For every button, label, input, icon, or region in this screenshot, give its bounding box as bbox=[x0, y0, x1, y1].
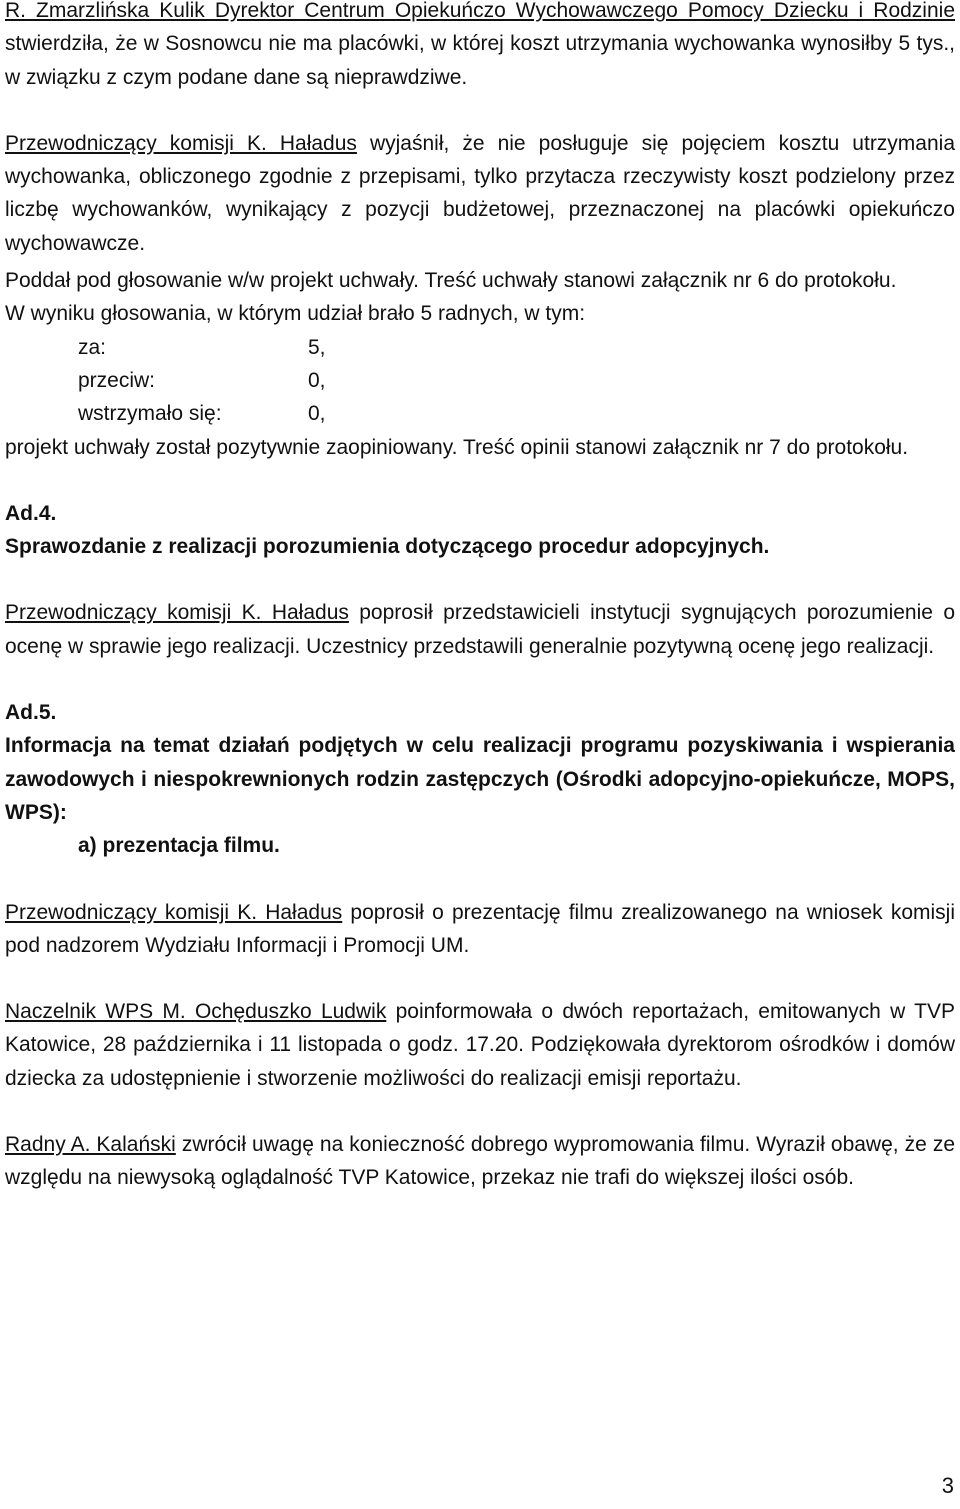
paragraph bbox=[5, 127, 955, 260]
spacer bbox=[5, 962, 955, 995]
speaker-name: R. Zmarzlińska Kulik Dyrektor Centrum Opiekuńczo Wychowawczego Pomocy Dziecku i Rodzinie bbox=[5, 0, 955, 22]
spacer bbox=[5, 663, 955, 696]
paragraph-text: stwierdziła, że w Sosnowcu nie ma placówki, w której koszt utrzymania wychowanka wynosiłby 5 tys., w związku z czym podane dane są nieprawdziwe. bbox=[5, 32, 955, 89]
paragraph bbox=[5, 896, 955, 963]
vote-value: 5, bbox=[308, 335, 326, 359]
paragraph bbox=[5, 0, 955, 94]
vote-row bbox=[78, 364, 955, 397]
paragraph bbox=[5, 431, 955, 464]
paragraph bbox=[5, 995, 955, 1095]
speaker-name: Naczelnik WPS M. Ochęduszko Ludwik bbox=[5, 1000, 387, 1024]
spacer bbox=[5, 94, 955, 127]
speaker-name: Przewodniczący komisji K. Haładus bbox=[5, 900, 343, 924]
paragraph-text: poprosił o prezentację filmu zrealizowanego na wniosek komisji pod nadzorem Wydziału Informacji i Promocji UM. bbox=[5, 900, 955, 957]
spacer bbox=[5, 563, 955, 596]
section-heading: Ad.5. bbox=[5, 701, 57, 725]
vote-value: 0, bbox=[308, 368, 326, 392]
vote-results bbox=[78, 331, 955, 431]
document-page bbox=[5, 0, 955, 1195]
paragraph-text: Poddał pod głosowanie w/w projekt uchwały. Treść uchwały stanowi załącznik nr 6 do protokołu. bbox=[5, 269, 897, 293]
section-heading: Informacja na temat działań podjętych w celu realizacji programu pozyskiwania i wspierania zawodowych i niespokrewnionych rodzin zastępczych (Ośrodki adopcyjno-opiekuńcze, MOPS, WPS): bbox=[5, 734, 955, 824]
speaker-name: Przewodniczący komisji K. Haładus bbox=[5, 131, 357, 155]
section-heading: Sprawozdanie z realizacji porozumienia dotyczącego procedur adopcyjnych. bbox=[5, 535, 770, 559]
page-number: 3 bbox=[941, 1473, 954, 1498]
paragraph-text: poprosił przedstawicieli instytucji sygnujących porozumienie o ocenę w sprawie jego realizacji. Uczestnicy przedstawili generalnie pozytywną ocenę jego realizacji. bbox=[5, 601, 956, 658]
vote-label: za: bbox=[78, 335, 107, 359]
paragraph bbox=[5, 264, 955, 297]
paragraph-text: W wyniku głosowania, w którym udział brało 5 radnych, w tym: bbox=[5, 302, 586, 326]
vote-value: 0, bbox=[308, 402, 326, 426]
vote-row bbox=[78, 331, 955, 364]
section-heading: a) prezentacja filmu. bbox=[78, 834, 280, 858]
spacer bbox=[5, 1095, 955, 1128]
paragraph bbox=[5, 596, 955, 663]
speaker-name: Radny A. Kalański bbox=[5, 1133, 176, 1157]
speaker-name: Przewodniczący komisji K. Haładus bbox=[5, 601, 349, 625]
spacer bbox=[5, 464, 955, 497]
paragraph-text: projekt uchwały został pozytywnie zaopiniowany. Treść opinii stanowi załącznik nr 7 do protokołu. bbox=[5, 435, 909, 459]
paragraph-text: poinformowała o dwóch reportażach, emitowanych w TVP Katowice, 28 października i 11 listopada o godz. 17.20. Podziękowała dyrektorom ośrodków i domów dziecka za udostępnienie i stworzenie możliwości do realizacji emisji reportażu. bbox=[5, 1000, 955, 1090]
paragraph bbox=[5, 1128, 955, 1195]
paragraph-text: zwrócił uwagę na konieczność dobrego wypromowania filmu. Wyraził obawę, że ze względu na niewysoką oglądalność TVP Katowice, przekaz nie trafi do większej ilości osób. bbox=[5, 1133, 955, 1190]
paragraph bbox=[5, 297, 955, 330]
vote-row bbox=[78, 397, 955, 430]
section-heading: Ad.4. bbox=[5, 501, 57, 525]
spacer bbox=[5, 863, 955, 896]
vote-label: wstrzymało się: bbox=[78, 402, 222, 426]
paragraph-text: wyjaśnił, że nie posługuje się pojęciem kosztu utrzymania wychowanka, obliczonego zgodnie z przepisami, tylko przytacza rzeczywisty koszt podzielony przez liczbę wychowanków, wynikający z pozycji budżetowej, przeznaczonej na placówki opiekuńczo wychowawcze. bbox=[5, 131, 956, 255]
vote-label: przeciw: bbox=[78, 368, 156, 392]
